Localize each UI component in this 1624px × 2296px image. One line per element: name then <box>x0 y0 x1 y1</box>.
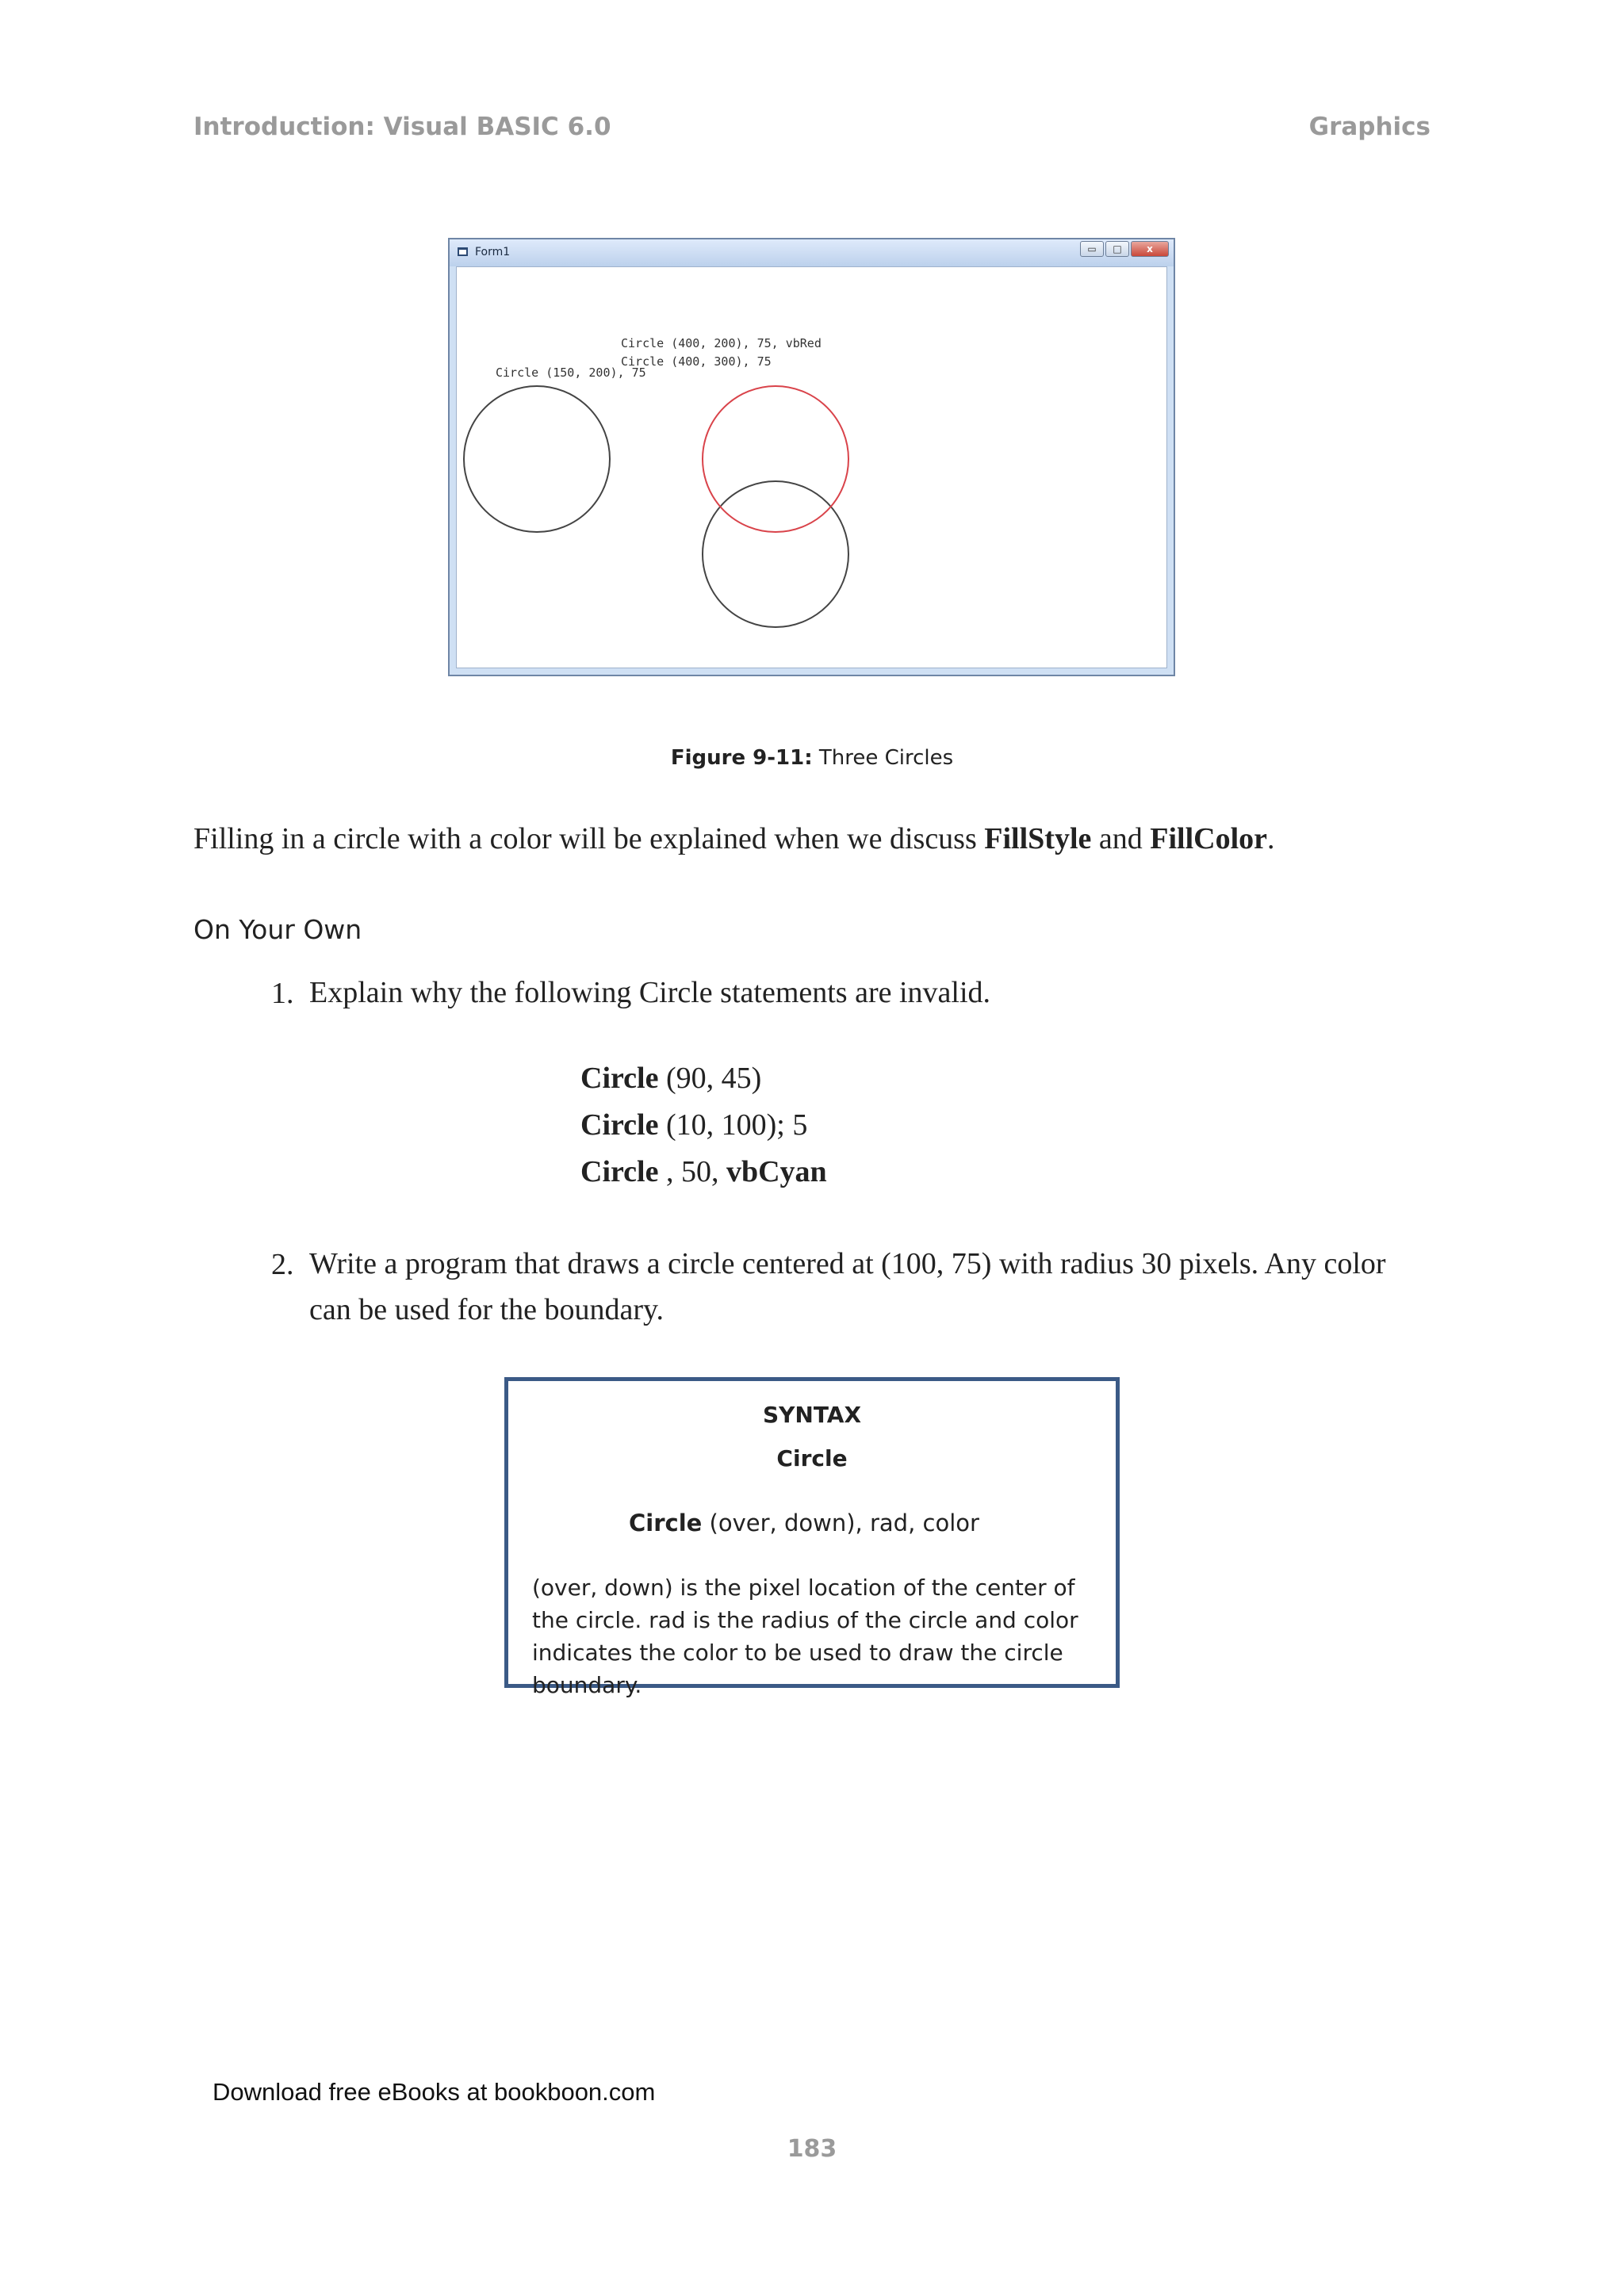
syntax-form: Circle (over, down), rad, color <box>629 1510 979 1536</box>
window-controls <box>1080 241 1169 257</box>
code-line-3: Circle , 50, vbCyan <box>580 1155 827 1188</box>
circles-drawing <box>457 267 1170 671</box>
code-line-1: Circle (90, 45) <box>580 1062 762 1095</box>
item-1-text: Explain why the following Circle statements are invalid. <box>309 976 991 1009</box>
page-number: 183 <box>787 2135 837 2163</box>
item-2-number: 2. <box>271 1248 294 1281</box>
item-2-text: Write a program that draws a circle centered at (100, 75) with radius 30 pixels. Any color can be used for the boundary. <box>309 1247 1386 1326</box>
figure-caption: Figure 9-11: Three Circles <box>670 746 954 770</box>
circle-2-label: Circle (400, 200), 75, vbRed <box>621 336 822 350</box>
footer-link[interactable]: Download free eBooks at bookboon.com <box>213 2078 656 2106</box>
circle-1 <box>464 386 610 532</box>
minimize-icon: ▭ <box>1080 241 1104 257</box>
syntax-description: (over, down) is the pixel location of the center of the circle. rad is the radius of the circle and color indicates the color to be used to draw the circle boundary. <box>532 1575 1078 1698</box>
section-subheading: On Your Own <box>193 914 362 945</box>
form-client-area <box>456 266 1167 668</box>
circle-3 <box>703 481 848 627</box>
window-titlebar <box>450 239 1174 266</box>
maximize-icon: □ <box>1105 241 1129 257</box>
form1-window-screenshot <box>448 238 1175 676</box>
window-title: Form1 <box>475 246 511 258</box>
syntax-name: Circle <box>776 1445 848 1471</box>
item-1-number: 1. <box>271 977 294 1010</box>
circle-2-red <box>703 386 848 532</box>
fill-paragraph: Filling in a circle with a color will be explained when we discuss FillStyle and FillColor. <box>193 822 1275 855</box>
syntax-box <box>504 1377 1120 1698</box>
circle-1-label: Circle (150, 200), 75 <box>496 365 646 380</box>
running-header-title: Introduction: Visual BASIC 6.0 <box>193 113 611 141</box>
running-header-section: Graphics <box>1308 113 1431 141</box>
code-line-2: Circle (10, 100); 5 <box>580 1108 808 1142</box>
circle-3-label: Circle (400, 300), 75 <box>621 354 772 369</box>
close-icon: x <box>1131 241 1169 257</box>
syntax-heading: SYNTAX <box>762 1402 862 1428</box>
form-icon <box>458 247 468 256</box>
